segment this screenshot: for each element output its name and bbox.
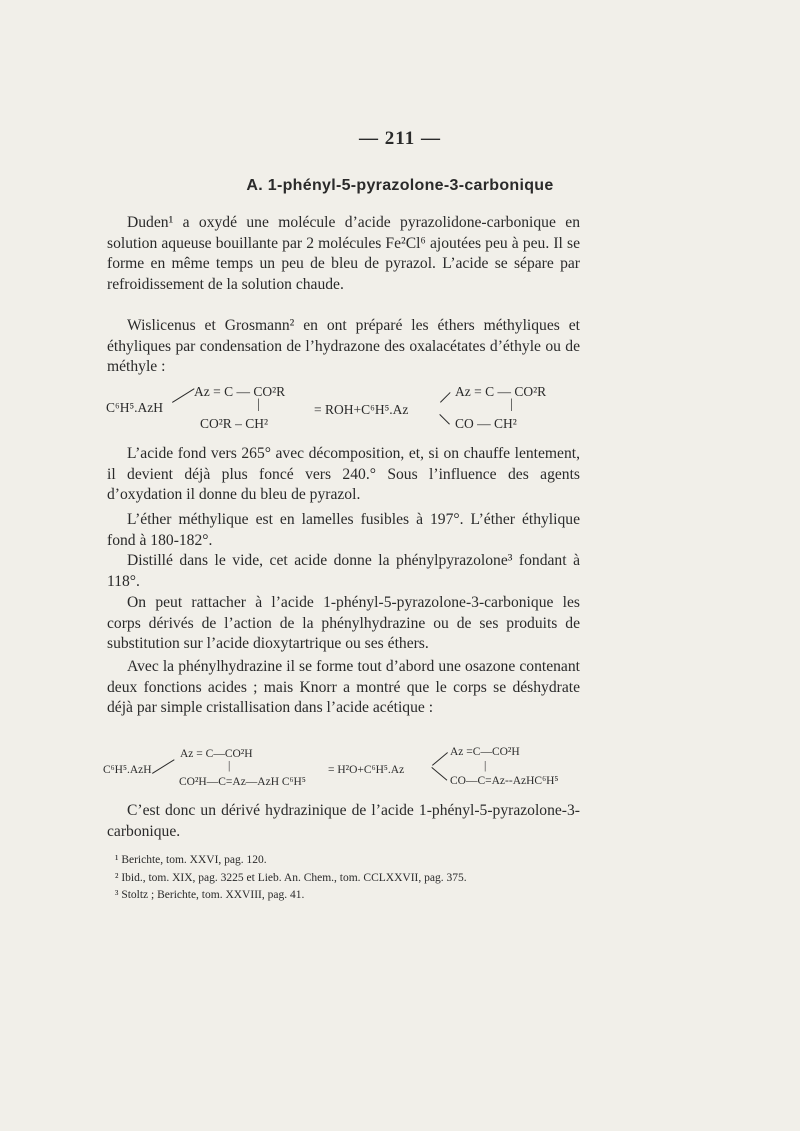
- paragraph-6: On peut rattacher à l’acide 1-phényl-5-pyrazolone-3-carbonique les corps dérivés de l’action de la phénylhydrazine ou de ses produits de substitution sur l’acide dioxytartrique ou ses éthers.: [107, 594, 580, 652]
- paragraph-2: Wislicenus et Grosmann² en ont préparé les éthers méthyliques et éthyliques par condensation de l’hydrazone des oxalacétates d’éthyle ou de méthyle :: [107, 317, 580, 375]
- page-number: — 211 —: [359, 128, 441, 149]
- formula-1-bottom-right: CO — CH²: [455, 416, 517, 431]
- formula-1-bond-right: |: [510, 396, 513, 411]
- formula-2-bond-left: |: [228, 760, 231, 772]
- paragraph-1: Duden¹ a oxydé une molécule d’acide pyrazolidone-carbonique en solution aqueuse bouillante par 2 molécules Fe²Cl⁶ ajoutées peu à peu. Il se forme en même temps un peu de bleu de pyrazol. L’acide se sépare par refroidissement de la solution chaude.: [107, 214, 580, 293]
- formula-2-branch-up: [432, 752, 448, 766]
- formula-2-bottom-right: CO—C=Az--AzHC⁶H⁵: [450, 775, 559, 787]
- formula-1-branch-line: [172, 388, 195, 403]
- paragraph-5: Distillé dans le vide, cet acide donne la phénylpyrazolone³ fondant à 118°.: [107, 552, 580, 590]
- paragraph-4: L’éther méthylique est en lamelles fusibles à 197°. L’éther éthylique fond à 180-182°.: [107, 511, 580, 549]
- formula-2-bond-right: |: [484, 760, 487, 772]
- formula-2-branch-line: [152, 759, 175, 774]
- formula-2-bottom-left: CO²H—C=Az—AzH C⁶H⁵: [179, 776, 306, 788]
- footnote-1: ¹ Berichte, tom. XXVI, pag. 120.: [115, 854, 267, 866]
- formula-2-product: = H²O+C⁶H⁵.Az: [328, 764, 405, 776]
- formula-2-top-right: Az =C—CO²H: [450, 746, 520, 758]
- paragraph-7: Avec la phénylhydrazine il se forme tout d’abord une osazone contenant deux fonctions acides ; mais Knorr a montré que le corps se déshydrate déjà par simple cristallisation dans l’acide acétique :: [107, 658, 580, 716]
- footnote-2: ² Ibid., tom. XIX, pag. 3225 et Lieb. An. Chem., tom. CCLXXVII, pag. 375.: [115, 871, 467, 884]
- formula-2-top-left: Az = C—CO²H: [180, 748, 253, 760]
- formula-2-left: C⁶H⁵.AzH: [103, 764, 152, 776]
- formula-1-product: = ROH+C⁶H⁵.Az: [314, 402, 409, 417]
- section-title: A. 1-phényl-5-pyrazolone-3-carbonique: [246, 177, 554, 194]
- formula-1-bond-left: |: [257, 396, 260, 411]
- formula-1-top-left: Az = C — CO²R: [194, 384, 286, 399]
- formula-1-left: C⁶H⁵.AzH: [106, 400, 164, 415]
- formula-1-branch-up: [440, 392, 451, 403]
- paragraph-3: L’acide fond vers 265° avec décomposition, et, si on chauffe lentement, il devient déjà plus foncé vers 240.° Sous l’influence des agents d’oxydation il donne du bleu de pyrazol.: [107, 445, 580, 503]
- formula-1-top-right: Az = C — CO²R: [455, 384, 547, 399]
- formula-1-bottom-left: CO²R – CH²: [200, 416, 269, 431]
- footnote-3: ³ Stoltz ; Berichte, tom. XXVIII, pag. 41.: [115, 889, 305, 901]
- paragraph-8: C’est donc un dérivé hydrazinique de l’acide 1-phényl-5-pyrazolone-3-carbonique.: [107, 802, 580, 840]
- footnotes: [115, 852, 595, 905]
- formula-2-branch-down: [431, 767, 447, 781]
- formula-1-branch-down: [439, 414, 450, 425]
